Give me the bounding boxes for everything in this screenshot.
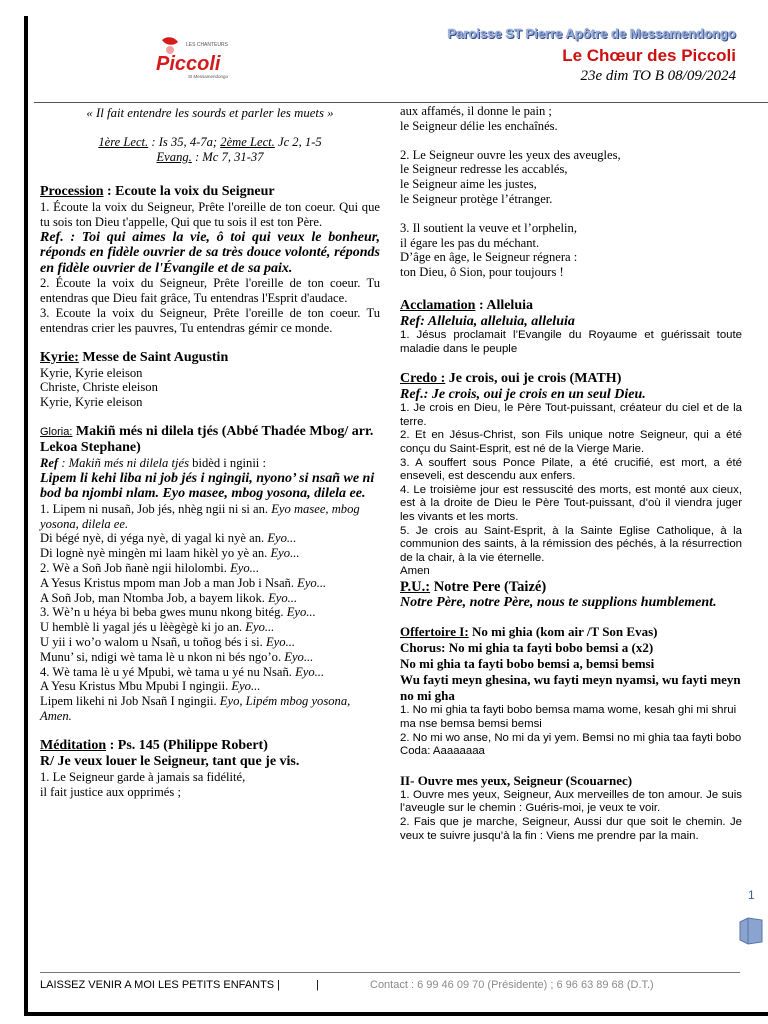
readings-line-1 (40, 135, 380, 150)
credo-heading (400, 371, 742, 387)
gloria-line (40, 576, 380, 591)
logo-flame-shape (162, 37, 178, 45)
procession-refrain: Ref. : Toi qui aimes la vie, ô toi qui veux le bonheur, réponds en fidèle ouvrier de sa très douce volonté, réponds en fidèle ouvrier de l'Évangile et de sa paix. (40, 229, 380, 276)
gloria-ref-label: Ref (40, 456, 59, 471)
gloria-line-text: 2. Wè a Soñ Job ñanè ngii hilolombi. (40, 561, 231, 576)
offertoire1-chorus: No mi ghia ta fayti bobo bemsi a, bemsi bemsi (400, 656, 655, 672)
gloria-line (40, 561, 380, 576)
footer-motto: LAISSEZ VENIR A MOI LES PETITS ENFANTS | (40, 979, 281, 991)
credo-refrain: Ref.: Je crois, oui je crois en un seul Dieu. (400, 386, 646, 402)
logo-text: Piccoli (156, 53, 221, 75)
gloria-line-text: 1. Lipem ni nusañ, Job jés, nhèg ngii ni si an. (40, 501, 272, 516)
parish-name: Paroisse ST Pierre Apôtre de Messamendongo (447, 26, 736, 41)
gospel-ref: : Mc 7, 31-37 (191, 149, 264, 164)
readings-line-2 (40, 150, 380, 165)
gloria-line (40, 650, 380, 665)
meditation-line: D’âge en âge, le Seigneur régnera : (400, 250, 578, 265)
page-number: 1 (748, 888, 755, 902)
choir-name: Le Chœur des Piccoli (562, 46, 736, 65)
gloria-line-echo: Eyo... (230, 561, 260, 576)
meditation-label: Méditation (40, 737, 107, 753)
gloria-line-echo: Eyo... (231, 679, 261, 694)
left-column (40, 104, 380, 799)
gloria-line (40, 502, 380, 532)
procession-verse-2: 2. Écoute la voix du Seigneur, Prête l'oreille de ton coeur. Tu entendras que Dieu fait grâce, Tu entendras l'Esprit d'audace. (40, 276, 380, 306)
gloria-line-text: Munu’ si, ndigi wè tama lè u nkon ni bés ngo’o. (40, 649, 285, 664)
offertoire1-title: No mi ghia (kom air /T Son Evas) (468, 624, 658, 640)
meditation-line: le Seigneur protège l’étranger. (400, 191, 553, 206)
gloria-line-text: A Yesus Kristus mpom man Job a man Job i Nsañ. (40, 575, 298, 590)
gloria-line-echo: Eyo... (265, 635, 296, 650)
offertoire1-chorus: Chorus: No mi ghia ta fayti bobo bemsi a (x2) (400, 640, 654, 656)
gloria-line-echo: Eyo, Lipém mbog yosona, Amen. (40, 694, 351, 724)
gloria-line-echo: Eyo... (245, 620, 275, 635)
gloria-line-echo: Eyo... (297, 575, 327, 590)
page-frame (24, 16, 768, 1016)
meditation-title: : Ps. 145 (Philippe Robert) (106, 737, 268, 753)
right-column (400, 104, 742, 843)
gloria-line (40, 531, 380, 546)
meditation-line: le Seigneur délie les enchaînés. (400, 118, 558, 133)
acclamation-refrain: Ref: Alleluia, alleluia, alleluia (400, 313, 575, 329)
gloria-line-echo: Eyo... (284, 649, 314, 664)
offertoire1-chorus: Wu fayti meyn ghesina, wu fayti meyn nyamsi, wu fayti meyn no mi gha (400, 672, 741, 704)
header-divider (34, 102, 768, 103)
pu-title: Notre Pere (Taizé) (430, 578, 547, 595)
lect2-ref: Jc 2, 1-5 (274, 134, 322, 149)
meditation-line: 2. Le Seigneur ouvre les yeux des aveugles, (400, 147, 621, 162)
gloria-line-text: U hemblè li yagal jés u lèègègè ki jo an. (40, 620, 246, 635)
pu-text: Notre Père, notre Père, nous te supplions humblement. (400, 594, 717, 610)
page-curl-icon (738, 916, 764, 946)
gloria-refrain: Lipem li kehi liba ni job jés i ngingii, nyono’ si nsañ we ni bod ba njombi nlam. Eyo masee, mbog yosona, dilela ee. (40, 470, 375, 502)
gloria-line (40, 635, 380, 650)
offertoire1-verse: 1. No mi ghia ta fayti bobo bemsa mama wome, kesah ghi mi shrui ma nse bemsa bemsi bemsi (400, 704, 737, 730)
gloria-line-echo: Eyo... (286, 605, 316, 620)
theme-quote: « Il fait entendre les sourds et parler les muets » (86, 106, 334, 120)
gospel-label: Evang. (156, 149, 192, 164)
gloria-line-text: 3. Wè’n u héya bi beba gwes munu nkong bitég. (40, 605, 287, 620)
meditation-line: aux affamés, il donne le pain ; (400, 104, 552, 118)
offertoire1-coda: Coda: Aaaaaaaa (400, 745, 485, 758)
procession-verse-1: 1. Écoute la voix du Seigneur, Prête l'oreille de ton coeur. Qui que tu sois ton Dieu t'appelle, Qui que tu sois il est ton Père. (40, 200, 380, 230)
acclamation-title: : Alleluia (475, 297, 533, 313)
gloria-ref-intro: : Makiñ més ni dilela tjés (58, 456, 189, 471)
procession-label: Procession (40, 184, 104, 200)
credo-verse: 2. Et en Jésus-Christ, son Fils unique notre Seigneur, qui a été conçu du Saint-Esprit, est né de la Vierge Marie. (400, 429, 742, 455)
gloria-line (40, 694, 380, 724)
credo-verse: 4. Le troisième jour est ressuscité des morts, est monté aux cieux, est à la droite de Dieu le Père Tout-puissant, d’où il viendra juger les vivants et les morts. (400, 483, 742, 523)
gloria-line-echo: Eyo... (268, 590, 298, 605)
acclamation-verse: 1. Jésus proclamait l’Evangile du Royaume et guérissait toute maladie dans le peuple (400, 329, 742, 356)
gloria-refrain-intro (40, 456, 380, 471)
meditation-line: il fait justice aux opprimés ; (40, 784, 181, 799)
footer-contact: Contact : 6 99 46 09 70 (Présidente) ; 6 96 63 89 68 (D.T.) (370, 979, 654, 991)
gloria-line (40, 605, 380, 620)
kyrie-line: Kyrie, Kyrie eleison (40, 365, 143, 380)
credo-verse: 3. A souffert sous Ponce Pilate, a été crucifié, est mort, a été enseveli, est descendu aux enfers. (400, 456, 742, 483)
meditation-refrain: R/ Je veux louer le Seigneur, tant que je vis. (40, 753, 300, 769)
logo-small-text: LES CHANTEURS (186, 42, 228, 48)
logo-sub-text: St Messamendongo (188, 74, 229, 79)
gloria-line-text: A Yesu Kristus Mbu Mpubi I ngingii. (40, 679, 232, 694)
procession-heading (40, 184, 380, 200)
meditation-line: le Seigneur aime les justes, (400, 177, 537, 192)
credo-amen: Amen (400, 565, 430, 578)
lect2-label: 2ème Lect. (220, 134, 275, 149)
meditation-line: 3. Il soutient la veuve et l’orphelin, (400, 220, 577, 235)
gloria-line-text: Di lognè nyè mingèn mi laam hikèl yo yè an. (40, 546, 271, 561)
procession-title: : Ecoute la voix du Seigneur (103, 184, 275, 200)
footer-separator: | (316, 979, 319, 991)
kyrie-line: Kyrie, Kyrie eleison (40, 395, 143, 410)
credo-verse: 5. Je crois au Saint-Esprit, à la Sainte Eglise Catholique, à la communion des saints, à la rémission des péchés, à la résurrection de la chair, à la vie éternelle. (400, 524, 742, 564)
credo-verse: 1. Je crois en Dieu, le Père Tout-puissant, créateur du ciel et de la terre. (400, 402, 742, 428)
offertoire1-verse: 2. No mi wo anse, No mi da yi yem. Bemsi no mi ghia taa fayti bobo (400, 731, 742, 744)
gloria-line (40, 620, 380, 635)
offertoire2-verse: 2. Fais que je marche, Seigneur, Aussi dur que soit le chemin. Je veux te suivre jusqu’à la fin : Viens me prendre par la main. (400, 815, 742, 842)
gloria-ref-intro-2: bidèd i nginii : (189, 456, 266, 471)
choir-logo (148, 36, 238, 82)
offertoire1-label: Offertoire I: (400, 624, 469, 640)
gloria-line (40, 591, 380, 606)
procession-verse-3: 3. Ecoute la voix du Seigneur, Prête l'oreille de ton coeur. Tu entendras crier les pauvres, Tu entendras gémir ce monde. (40, 306, 380, 335)
pu-heading (400, 579, 742, 595)
lect1-ref: : Is 35, 4-7a; (148, 134, 221, 149)
offertoire2-verse: 1. Ouvre mes yeux, Seigneur, Aux merveilles de ton amour. Je suis l’aveugle sur le chemin : Guéris-moi, je veux te voir. (400, 788, 742, 815)
kyrie-heading (40, 350, 380, 366)
gloria-title: Makiñ més ni dilela tjés (Abbé Thadée Mbog/ arr. Lekoa Stephane) (40, 424, 374, 456)
gloria-line-echo: Eyo... (267, 531, 297, 546)
gloria-line-echo: Eyo masee, mbog yosona, dilela ee. (40, 501, 360, 531)
pu-label: P.U.: (400, 578, 431, 595)
gloria-line-echo: Eyo... (270, 546, 300, 561)
gloria-line (40, 546, 380, 561)
acclamation-heading (400, 298, 742, 314)
offertoire1-heading (400, 624, 742, 640)
liturgical-date: 23e dim TO B 08/09/2024 (580, 68, 736, 84)
gloria-line-echo: Eyo... (295, 664, 325, 679)
gloria-line (40, 665, 380, 680)
gloria-line-text: 4. Wè tama lè u yé Mpubi, wè tama u yé nu Nsañ. (40, 664, 296, 679)
meditation-line: il égare les pas du méchant. (400, 235, 540, 250)
credo-title: Je crois, oui je crois (MATH) (445, 370, 622, 386)
kyrie-label: Kyrie: (40, 349, 79, 365)
gloria-line-text: U yii i wo’o walom u Nsañ, u toñog bés i si. (40, 635, 266, 650)
meditation-line: ton Dieu, ô Sion, pour toujours ! (400, 265, 564, 280)
kyrie-title: Messe de Saint Augustin (78, 349, 229, 365)
gloria-line (40, 679, 380, 694)
gloria-verses (40, 502, 380, 724)
header (28, 16, 768, 102)
meditation-heading (40, 738, 380, 754)
credo-label: Credo : (400, 370, 446, 386)
gloria-line-text: Lipem likehi ni Job Nsañ I ngingii. (40, 694, 220, 709)
gloria-label: Gloria: (40, 426, 73, 439)
gloria-line-text: Di bégé nyè, di yéga nyè, di yagal ki nyè an. (40, 531, 268, 546)
kyrie-line: Christe, Christe eleison (40, 380, 158, 395)
gloria-heading (40, 424, 380, 456)
acclamation-label: Acclamation (400, 297, 476, 313)
offertoire2-heading: II- Ouvre mes yeux, Seigneur (Scouarnec) (400, 772, 633, 788)
gloria-line-text: A Soñ Job, man Ntomba Job, a bayem likok. (40, 590, 269, 605)
meditation-line: le Seigneur redresse les accablés, (400, 162, 568, 177)
meditation-line: 1. Le Seigneur garde à jamais sa fidélité, (40, 769, 246, 784)
footer (40, 972, 740, 993)
lect1-label: 1ère Lect. (98, 134, 149, 149)
